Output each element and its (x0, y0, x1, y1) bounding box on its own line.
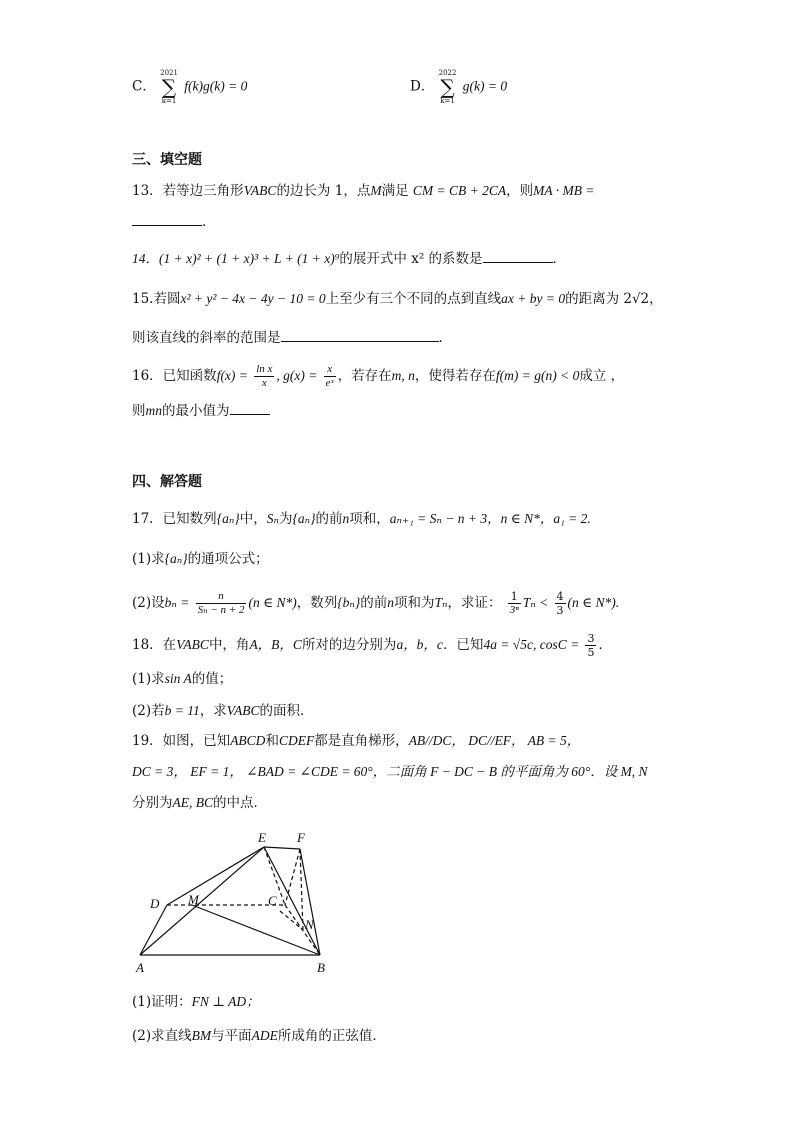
question-19-part1: (1)证明：FN ⊥ AD； (132, 994, 260, 1010)
edge-ad (140, 905, 167, 955)
section-heading-fill-blank: 三、填空题 (132, 152, 202, 168)
question-17-part2: (2)设bₙ = $\frac{n}{\text{Sₙ − n + 2}}$ (n ∈ N*)，数列{bₙ}的前n项和为Tₙ，求证： $\frac{1}{\text{3ⁿ}}$ Tₙ < $\frac{4}{3}$ (n ∈ N*). (132, 590, 620, 617)
question-19-cont2: 分别为AE, BC的中点． (132, 795, 267, 811)
label-n: N (305, 917, 314, 932)
label-e: E (258, 830, 266, 845)
edge-de (167, 847, 264, 905)
option-c-expr: f(k)g(k) = 0 (184, 78, 248, 94)
label-b: B (317, 960, 325, 975)
question-16-cont: 则mn的最小值为 (132, 400, 270, 421)
fraction: $\frac{x}{\text{eˣ}}$ (325, 363, 334, 389)
answer-blank[interactable] (281, 327, 439, 342)
label-a: A (136, 960, 144, 975)
option-c-label: C． (132, 78, 156, 95)
edge-mb (192, 905, 320, 955)
vector-equation: CM = CB + 2CA (412, 183, 507, 198)
edge-ef (264, 847, 300, 849)
question-18: 18．在VABC中，角A，B，C所对的边分别为a，b，c．已知4a = √5c, cosC = $\frac{3}{5}$ ． (132, 632, 612, 659)
answer-blank[interactable] (483, 248, 553, 263)
question-17: 17．已知数列{aₙ}中，Sₙ为{aₙ}的前n项和，aₙ₊₁ = Sₙ − n + 3，n ∈ N*，a₁ = 2. (132, 511, 591, 527)
fraction: $\frac{4}{3}$ (556, 590, 564, 617)
question-13-blank: ． (132, 211, 216, 232)
question-16: 16．已知函数f(x) = $\frac{\text{ln x}}{x}$ , g(x) = $\frac{x}{\text{eˣ}}$ ，若存在m, n，使得若存在f(m) = g(n) < 0成立 ， (132, 363, 625, 389)
section-heading-solutions: 四、解答题 (132, 474, 202, 490)
label-m: M (188, 892, 199, 907)
fraction: $\frac{3}{5}$ (587, 632, 595, 659)
answer-blank[interactable] (132, 211, 202, 226)
option-d-expr: g(k) = 0 (462, 78, 508, 94)
edge-fb (300, 849, 320, 955)
option-d-label: D． (410, 78, 435, 95)
label-c: C (268, 893, 277, 908)
geometry-figure (130, 825, 340, 980)
question-18-part2: (2)若b = 11，求VABC的面积． (132, 703, 314, 719)
question-19: 19．如图，已知ABCD和CDEF都是直角梯形，AB//DC， DC//EF， AB = 5， (132, 733, 581, 749)
fraction: $\frac{n}{\text{Sₙ − n + 2}}$ (197, 590, 245, 616)
label-f: F (297, 830, 305, 845)
fraction: $\frac{1}{\text{3ⁿ}}$ (509, 590, 519, 616)
question-19-cont: DC = 3， EF = 1， ∠BAD = ∠CDE = 60°，二面角 F − DC − B 的平面角为 60°．设 M, N (132, 764, 648, 779)
question-18-part1: (1)求sin A的值； (132, 671, 233, 687)
question-17-part1: (1)求{aₙ}的通项公式； (132, 551, 269, 567)
option-d (410, 68, 507, 106)
sum-symbol: 2021 ∑ k=1 (160, 69, 178, 105)
option-c (132, 68, 247, 106)
question-14: 14．(1 + x)² + (1 + x)³ + L + (1 + x)⁹的展开式中 x² 的系数是 ． (132, 248, 566, 269)
question-19-part2: (2)求直线BM与平面ADE所成角的正弦值． (132, 1028, 386, 1044)
question-13: 13．若等边三角形VABC的边长为 1，点M满足 CM = CB + 2CA，则MA · MB = (132, 183, 595, 199)
question-15: 15.若圆x² + y² − 4x − 4y − 10 = 0上至少有三个不同的点到直线ax + by = 0的距离为 2√2， (132, 291, 663, 307)
sum-symbol: 2022 ∑ k=1 (438, 69, 457, 105)
answer-blank[interactable] (230, 400, 270, 415)
fraction: $\frac{\text{ln x}}{x}$ (256, 363, 273, 389)
question-15-cont: 则该直线的斜率的范围是 ． (132, 327, 452, 348)
label-d: D (150, 896, 160, 911)
edge-fc (285, 849, 300, 905)
